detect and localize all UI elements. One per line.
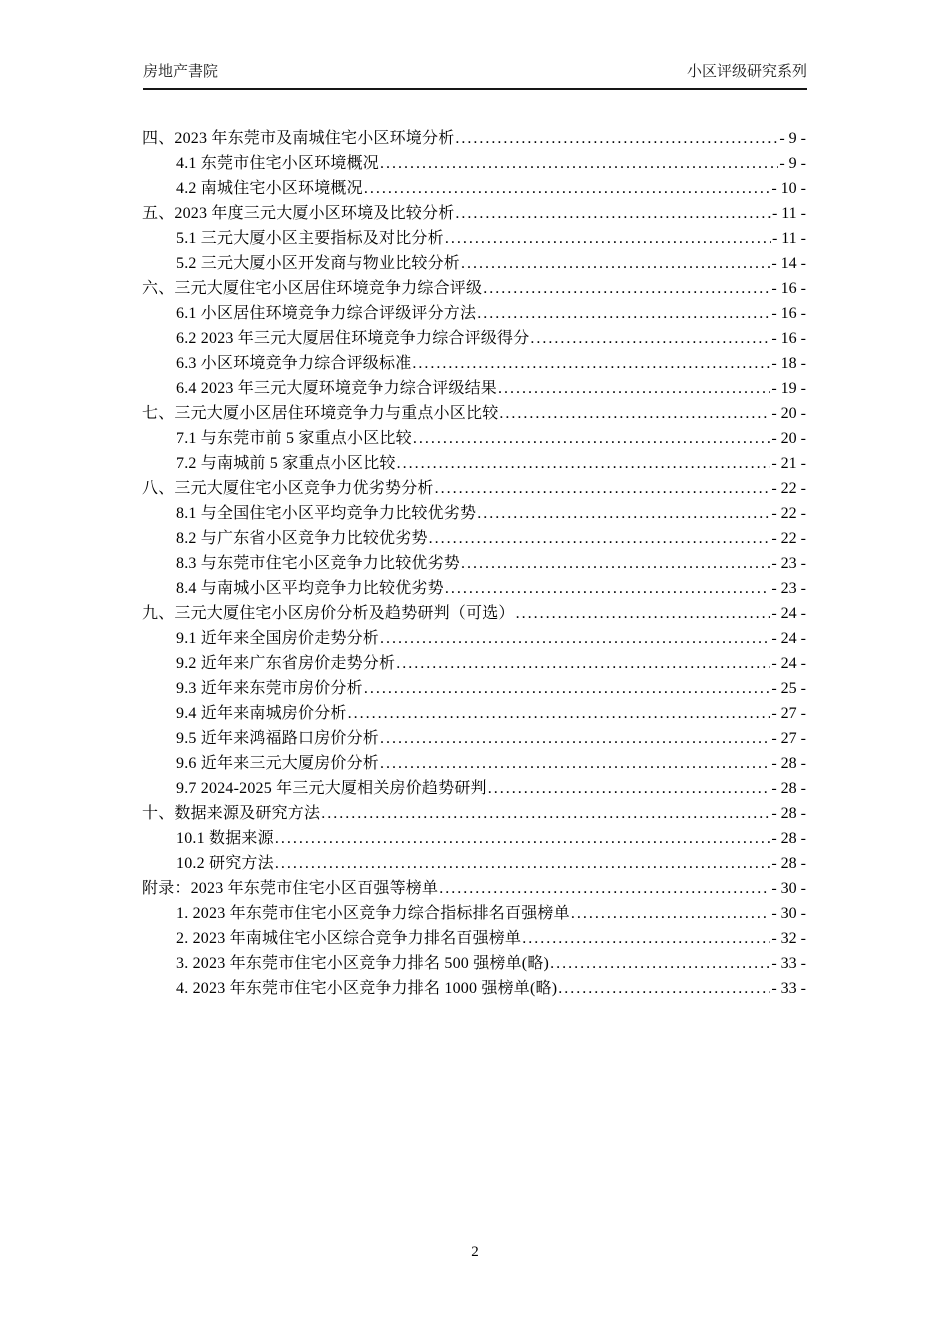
- toc-entry[interactable]: [142, 851, 806, 876]
- toc-entry[interactable]: [142, 601, 806, 626]
- toc-entry-title: 七、三元大厦小区居住环境竞争力与重点小区比较: [142, 405, 499, 422]
- toc-entry-title: 8.1 与全国住宅小区平均竞争力比较优劣势: [176, 505, 477, 522]
- toc-entry-title: 附录：2023 年东莞市住宅小区百强等榜单: [142, 880, 439, 897]
- toc-leader-dots: [445, 226, 771, 251]
- toc-entry-title: 9.4 近年来南城房价分析: [176, 705, 347, 722]
- toc-leader-dots: [321, 801, 770, 826]
- header-left-text: 房地产書院: [143, 63, 219, 80]
- toc-entry-page: - 22 -: [771, 505, 806, 522]
- toc-entry[interactable]: [142, 251, 806, 276]
- toc-list: [142, 126, 806, 1001]
- toc-leader-dots: [530, 326, 770, 351]
- toc-entry-title: 8.3 与东莞市住宅小区竞争力比较优劣势: [176, 555, 461, 572]
- toc-leader-dots: [522, 926, 770, 951]
- toc-entry[interactable]: [142, 151, 806, 176]
- toc-leader-dots: [477, 301, 770, 326]
- page-footer: [0, 1244, 950, 1261]
- toc-leader-dots: [571, 901, 771, 926]
- toc-leader-dots: [380, 626, 770, 651]
- toc-leader-dots: [461, 251, 770, 276]
- toc-entry-page: - 22 -: [771, 530, 806, 547]
- toc-entry[interactable]: [142, 476, 806, 501]
- toc-entry-title: 4.1 东莞市住宅小区环境概况: [176, 155, 380, 172]
- toc-entry-page: - 32 -: [771, 930, 806, 947]
- toc-entry-page: - 30 -: [771, 905, 806, 922]
- toc-entry[interactable]: [142, 551, 806, 576]
- toc-leader-dots: [477, 501, 770, 526]
- toc-entry[interactable]: [142, 576, 806, 601]
- toc-entry[interactable]: [142, 176, 806, 201]
- toc-leader-dots: [412, 351, 770, 376]
- toc-leader-dots: [461, 551, 770, 576]
- toc-entry[interactable]: [142, 826, 806, 851]
- toc-entry-title: 5.2 三元大厦小区开发商与物业比较分析: [176, 255, 461, 272]
- toc-entry-page: - 27 -: [771, 705, 806, 722]
- toc-entry-title: 五、2023 年度三元大厦小区环境及比较分析: [142, 205, 455, 222]
- toc-entry-title: 6.3 小区环境竞争力综合评级标准: [176, 355, 412, 372]
- toc-entry-page: - 28 -: [771, 855, 806, 872]
- toc-entry-page: - 30 -: [771, 880, 806, 897]
- toc-entry-title: 8.2 与广东省小区竞争力比较优劣势: [176, 530, 428, 547]
- toc-entry-page: - 27 -: [771, 730, 806, 747]
- toc-entry[interactable]: [142, 651, 806, 676]
- toc-entry[interactable]: [142, 301, 806, 326]
- toc-entry-title: 7.1 与东莞市前 5 家重点小区比较: [176, 430, 412, 447]
- toc-entry-title: 八、三元大厦住宅小区竞争力优劣势分析: [142, 480, 434, 497]
- toc-entry[interactable]: [142, 451, 806, 476]
- toc-leader-dots: [455, 126, 778, 151]
- toc-leader-dots: [445, 576, 771, 601]
- page-header: [143, 63, 807, 90]
- toc-entry[interactable]: [142, 426, 806, 451]
- toc-leader-dots: [413, 426, 771, 451]
- toc-entry-title: 四、2023 年东莞市及南城住宅小区环境分析: [142, 130, 455, 147]
- toc-entry-page: - 21 -: [771, 455, 806, 472]
- toc-entry-page: - 14 -: [771, 255, 806, 272]
- toc-entry[interactable]: [142, 726, 806, 751]
- toc-leader-dots: [483, 276, 770, 301]
- toc-leader-dots: [499, 401, 770, 426]
- toc-entry[interactable]: [142, 951, 806, 976]
- toc-entry[interactable]: [142, 376, 806, 401]
- toc-entry-title: 9.5 近年来鸿福路口房价分析: [176, 730, 380, 747]
- toc-entry[interactable]: [142, 976, 806, 1001]
- toc-leader-dots: [380, 151, 778, 176]
- toc-leader-dots: [380, 726, 770, 751]
- toc-leader-dots: [558, 976, 770, 1001]
- toc-entry-title: 1. 2023 年东莞市住宅小区竞争力综合指标排名百强榜单: [176, 905, 570, 922]
- toc-entry-page: - 28 -: [771, 805, 806, 822]
- toc-entry-page: - 33 -: [771, 955, 806, 972]
- toc-entry-page: - 28 -: [771, 780, 806, 797]
- toc-entry-title: 9.3 近年来东莞市房价分析: [176, 680, 363, 697]
- toc-entry[interactable]: [142, 201, 806, 226]
- toc-entry-title: 2. 2023 年南城住宅小区综合竞争力排名百强榜单: [176, 930, 522, 947]
- toc-entry-page: - 18 -: [771, 355, 806, 372]
- toc-entry-title: 9.7 2024-2025 年三元大厦相关房价趋势研判: [176, 780, 487, 797]
- toc-entry[interactable]: [142, 501, 806, 526]
- toc-entry-page: - 10 -: [771, 180, 806, 197]
- toc-entry-page: - 16 -: [771, 330, 806, 347]
- toc-leader-dots: [435, 476, 771, 501]
- toc-entry-title: 5.1 三元大厦小区主要指标及对比分析: [176, 230, 444, 247]
- toc-entry-page: - 23 -: [771, 580, 806, 597]
- footer-page-number: 2: [471, 1244, 479, 1260]
- toc-entry[interactable]: [142, 676, 806, 701]
- toc-entry-page: - 19 -: [771, 380, 806, 397]
- toc-entry-page: - 25 -: [771, 680, 806, 697]
- toc-entry[interactable]: [142, 801, 806, 826]
- toc-entry-page: - 16 -: [771, 305, 806, 322]
- toc-entry-title: 6.1 小区居住环境竞争力综合评级评分方法: [176, 305, 477, 322]
- header-right-text: 小区评级研究系列: [686, 63, 807, 80]
- toc-entry-title: 6.4 2023 年三元大厦环境竞争力综合评级结果: [176, 380, 498, 397]
- toc-entry-title: 8.4 与南城小区平均竞争力比较优劣势: [176, 580, 444, 597]
- toc-leader-dots: [498, 376, 770, 401]
- toc-leader-dots: [516, 601, 771, 626]
- toc-leader-dots: [397, 451, 771, 476]
- toc-leader-dots: [364, 676, 771, 701]
- toc-entry[interactable]: [142, 401, 806, 426]
- toc-entry[interactable]: [142, 276, 806, 301]
- toc-leader-dots: [550, 951, 770, 976]
- toc-entry[interactable]: [142, 701, 806, 726]
- toc-entry-page: - 20 -: [771, 430, 806, 447]
- toc-entry[interactable]: [142, 901, 806, 926]
- toc-entry-title: 10.2 研究方法: [176, 855, 274, 872]
- toc-entry[interactable]: [142, 326, 806, 351]
- toc-entry-page: - 28 -: [771, 830, 806, 847]
- toc-entry-title: 4. 2023 年东莞市住宅小区竞争力排名 1000 强榜单(略): [176, 980, 558, 997]
- toc-entry[interactable]: [142, 751, 806, 776]
- toc-entry-page: - 16 -: [771, 280, 806, 297]
- toc-entry[interactable]: [142, 876, 806, 901]
- toc-leader-dots: [275, 826, 771, 851]
- toc-entry-page: - 11 -: [771, 205, 806, 222]
- toc-entry[interactable]: [142, 226, 806, 251]
- toc-leader-dots: [488, 776, 771, 801]
- toc-leader-dots: [439, 876, 770, 901]
- toc-leader-dots: [396, 651, 770, 676]
- toc-entry-title: 十、数据来源及研究方法: [142, 805, 321, 822]
- toc-entry-title: 10.1 数据来源: [176, 830, 274, 847]
- toc-leader-dots: [429, 526, 771, 551]
- toc-entry-page: - 9 -: [779, 155, 806, 172]
- toc-entry-page: - 24 -: [771, 655, 806, 672]
- toc-entry-page: - 24 -: [771, 605, 806, 622]
- toc-entry[interactable]: [142, 626, 806, 651]
- toc-leader-dots: [455, 201, 771, 226]
- toc-leader-dots: [275, 851, 771, 876]
- toc-entry-title: 3. 2023 年东莞市住宅小区竞争力排名 500 强榜单(略): [176, 955, 550, 972]
- toc-entry[interactable]: [142, 351, 806, 376]
- toc-entry-page: - 22 -: [771, 480, 806, 497]
- toc-entry[interactable]: [142, 776, 806, 801]
- toc-entry-page: - 11 -: [771, 230, 806, 247]
- toc-entry-page: - 33 -: [771, 980, 806, 997]
- toc-entry[interactable]: [142, 526, 806, 551]
- toc-entry-title: 9.6 近年来三元大厦房价分析: [176, 755, 380, 772]
- toc-entry-title: 9.2 近年来广东省房价走势分析: [176, 655, 396, 672]
- toc-leader-dots: [364, 176, 771, 201]
- toc-entry-title: 7.2 与南城前 5 家重点小区比较: [176, 455, 396, 472]
- toc-entry-title: 九、三元大厦住宅小区房价分析及趋势研判（可选）: [142, 605, 515, 622]
- toc-entry[interactable]: [142, 126, 806, 151]
- toc-entry-title: 4.2 南城住宅小区环境概况: [176, 180, 363, 197]
- toc-entry-title: 六、三元大厦住宅小区居住环境竞争力综合评级: [142, 280, 483, 297]
- toc-entry-page: - 23 -: [771, 555, 806, 572]
- toc-entry-title: 6.2 2023 年三元大厦居住环境竞争力综合评级得分: [176, 330, 530, 347]
- toc-leader-dots: [348, 701, 771, 726]
- toc-entry-page: - 9 -: [779, 130, 806, 147]
- toc-entry-page: - 20 -: [771, 405, 806, 422]
- toc-entry-title: 9.1 近年来全国房价走势分析: [176, 630, 380, 647]
- toc-leader-dots: [380, 751, 770, 776]
- toc-entry-page: - 28 -: [771, 755, 806, 772]
- toc-entry[interactable]: [142, 926, 806, 951]
- toc-entry-page: - 24 -: [771, 630, 806, 647]
